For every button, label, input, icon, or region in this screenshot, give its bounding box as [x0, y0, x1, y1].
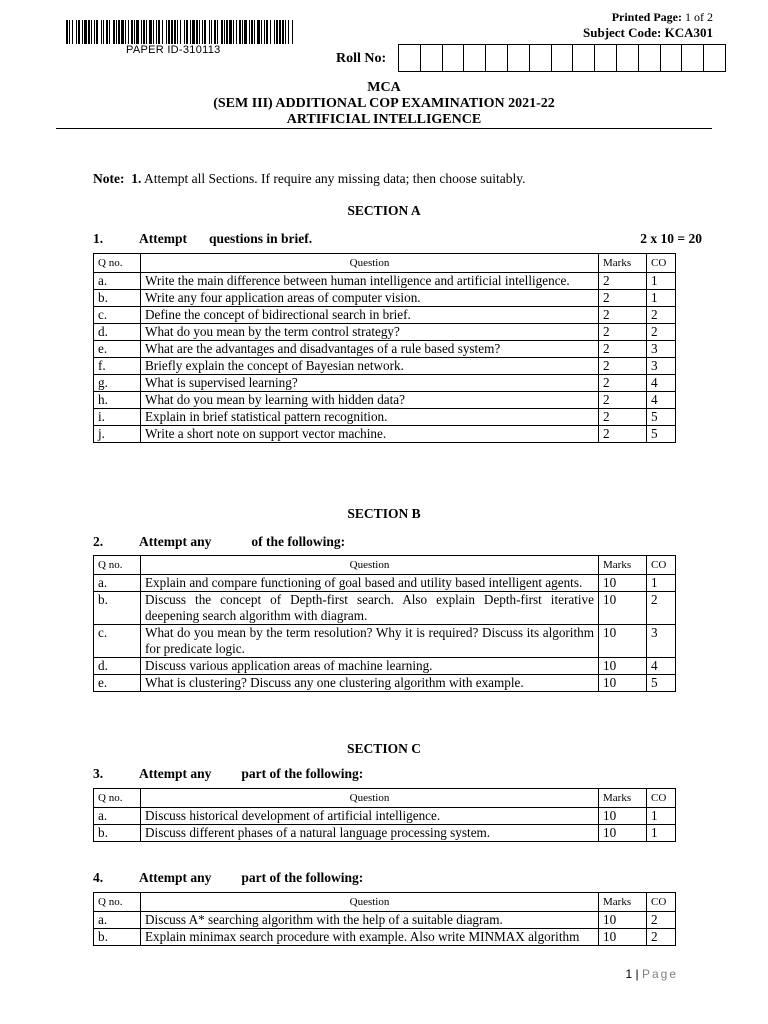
table-row: [94, 426, 676, 443]
table-row: [94, 307, 676, 324]
barcode: [66, 20, 294, 44]
question-co: 2: [647, 324, 676, 341]
roll-no-box[interactable]: [573, 45, 595, 71]
col-question: Question: [141, 893, 599, 912]
col-qno: Q no.: [94, 254, 141, 273]
table-row: [94, 592, 676, 625]
question-label: d.: [94, 324, 141, 341]
footer-separator: |: [635, 967, 639, 981]
question-co: 4: [647, 392, 676, 409]
question-text: Explain in brief statistical pattern recognition.: [141, 409, 599, 426]
question-4-heading: [93, 870, 363, 886]
printed-page-label: Printed Page:: [611, 10, 682, 24]
question-4-table: [93, 892, 676, 946]
question-marks: 10: [599, 675, 647, 692]
section-a-title: SECTION A: [347, 203, 421, 218]
question-label: e.: [94, 341, 141, 358]
header-divider: [56, 128, 712, 129]
question-number: 1.: [93, 231, 104, 246]
question-instruction-cont: of the following:: [251, 534, 346, 549]
col-question: Question: [141, 254, 599, 273]
question-co: 4: [647, 375, 676, 392]
table-row: [94, 675, 676, 692]
section-a-marks: 2 x 10 = 20: [640, 231, 702, 246]
roll-no-box[interactable]: [443, 45, 465, 71]
question-label: i.: [94, 409, 141, 426]
question-1-heading: [93, 231, 312, 247]
question-marks: 2: [599, 392, 647, 409]
note: [93, 171, 526, 187]
roll-no-boxes[interactable]: [398, 44, 726, 72]
question-text: Explain and compare functioning of goal based and utility based intelligent agents.: [141, 575, 599, 592]
question-co: 2: [647, 929, 676, 946]
roll-no-box[interactable]: [464, 45, 486, 71]
question-marks: 10: [599, 825, 647, 842]
question-label: b.: [94, 825, 141, 842]
question-co: 4: [647, 658, 676, 675]
question-label: f.: [94, 358, 141, 375]
question-label: c.: [94, 625, 141, 658]
col-question: Question: [141, 556, 599, 575]
table-row: [94, 575, 676, 592]
exam-title: (SEM III) ADDITIONAL COP EXAMINATION 2021-22: [213, 96, 555, 111]
question-marks: 10: [599, 658, 647, 675]
question-label: b.: [94, 929, 141, 946]
roll-no-box[interactable]: [661, 45, 683, 71]
question-label: j.: [94, 426, 141, 443]
roll-no-box[interactable]: [704, 45, 725, 71]
question-label: d.: [94, 658, 141, 675]
question-instruction: Attempt: [139, 231, 187, 246]
table-row: [94, 825, 676, 842]
question-text: What do you mean by the term control strategy?: [141, 324, 599, 341]
roll-no-box[interactable]: [421, 45, 443, 71]
note-text: Attempt all Sections. If require any missing data; then choose suitably.: [141, 171, 526, 186]
question-text: Write any four application areas of computer vision.: [141, 290, 599, 307]
question-text: What is clustering? Discuss any one clustering algorithm with example.: [141, 675, 599, 692]
page-word: Page: [641, 967, 678, 981]
col-qno: Q no.: [94, 893, 141, 912]
question-marks: 10: [599, 575, 647, 592]
table-row: [94, 358, 676, 375]
question-marks: 10: [599, 929, 647, 946]
question-label: g.: [94, 375, 141, 392]
question-co: 2: [647, 307, 676, 324]
roll-no-box[interactable]: [682, 45, 704, 71]
question-marks: 10: [599, 625, 647, 658]
roll-no-box[interactable]: [617, 45, 639, 71]
question-marks: 10: [599, 808, 647, 825]
question-marks: 2: [599, 324, 647, 341]
table-row: [94, 658, 676, 675]
printed-page: [612, 9, 713, 25]
question-text: Discuss historical development of artificial intelligence.: [141, 808, 599, 825]
question-text: Discuss A* searching algorithm with the help of a suitable diagram.: [141, 912, 599, 929]
question-marks: 2: [599, 409, 647, 426]
table-row: [94, 409, 676, 426]
roll-no-box[interactable]: [552, 45, 574, 71]
course-title: MCA: [367, 80, 401, 95]
table-row: [94, 273, 676, 290]
table-row: [94, 392, 676, 409]
question-label: c.: [94, 307, 141, 324]
roll-no-box[interactable]: [508, 45, 530, 71]
question-co: 5: [647, 675, 676, 692]
question-instruction-cont: part of the following:: [241, 766, 364, 781]
question-marks: 2: [599, 341, 647, 358]
question-number: 4.: [93, 870, 104, 885]
question-marks: 10: [599, 912, 647, 929]
question-label: a.: [94, 912, 141, 929]
question-text: What is supervised learning?: [141, 375, 599, 392]
question-co: 3: [647, 341, 676, 358]
table-row: [94, 625, 676, 658]
question-co: 1: [647, 808, 676, 825]
page-footer: [625, 967, 678, 981]
question-co: 1: [647, 575, 676, 592]
table-row: [94, 929, 676, 946]
question-text: Discuss different phases of a natural language processing system.: [141, 825, 599, 842]
question-text: Define the concept of bidirectional search in brief.: [141, 307, 599, 324]
question-co: 3: [647, 358, 676, 375]
section-c-title: SECTION C: [347, 741, 421, 756]
note-number: 1.: [131, 171, 142, 186]
question-number: 2.: [93, 534, 104, 549]
question-text: What do you mean by learning with hidden data?: [141, 392, 599, 409]
question-co: 2: [647, 912, 676, 929]
question-label: b.: [94, 290, 141, 307]
roll-no-label: Roll No:: [336, 51, 387, 66]
question-co: 1: [647, 290, 676, 307]
page-number: 1: [625, 967, 633, 981]
col-question: Question: [141, 789, 599, 808]
question-label: a.: [94, 808, 141, 825]
question-text: Write the main difference between human intelligence and artificial intelligence.: [141, 273, 599, 290]
col-marks: Marks: [599, 556, 647, 575]
question-label: h.: [94, 392, 141, 409]
question-label: e.: [94, 675, 141, 692]
section-a-table: [93, 253, 676, 443]
note-label: Note:: [93, 171, 125, 186]
table-row: [94, 375, 676, 392]
table-row: [94, 912, 676, 929]
subject-code: Subject Code: KCA301: [583, 25, 713, 40]
question-co: 1: [647, 825, 676, 842]
section-b-title: SECTION B: [347, 506, 421, 521]
question-marks: 2: [599, 290, 647, 307]
question-instruction-cont: questions in brief.: [208, 231, 313, 246]
question-text: Discuss the concept of Depth-first search. Also explain Depth-first iterative deepening search algorithm with diagram.: [141, 592, 599, 625]
question-text: What are the advantages and disadvantages of a rule based system?: [141, 341, 599, 358]
question-label: a.: [94, 575, 141, 592]
question-marks: 2: [599, 358, 647, 375]
question-instruction-cont: part of the following:: [241, 870, 364, 885]
printed-page-value: 1 of 2: [685, 10, 713, 24]
question-marks: 2: [599, 375, 647, 392]
question-3-table: [93, 788, 676, 842]
question-2-heading: [93, 534, 345, 550]
roll-no-box[interactable]: [595, 45, 617, 71]
col-qno: Q no.: [94, 556, 141, 575]
question-text: What do you mean by the term resolution? Why it is required? Discuss its algorithm for predicate logic.: [141, 625, 599, 658]
question-marks: 2: [599, 307, 647, 324]
question-text: Write a short note on support vector machine.: [141, 426, 599, 443]
question-co: 5: [647, 409, 676, 426]
col-qno: Q no.: [94, 789, 141, 808]
question-co: 5: [647, 426, 676, 443]
question-text: Briefly explain the concept of Bayesian network.: [141, 358, 599, 375]
col-co: CO: [647, 789, 676, 808]
question-marks: 10: [599, 592, 647, 625]
section-b-table: [93, 555, 676, 692]
question-text: Discuss various application areas of machine learning.: [141, 658, 599, 675]
question-label: b.: [94, 592, 141, 625]
question-instruction: Attempt any: [139, 766, 212, 781]
col-co: CO: [647, 254, 676, 273]
col-marks: Marks: [599, 893, 647, 912]
roll-no-box[interactable]: [486, 45, 508, 71]
question-number: 3.: [93, 766, 104, 781]
paper-id: PAPER ID-310113: [126, 44, 221, 56]
question-3-heading: [93, 766, 363, 782]
col-co: CO: [647, 893, 676, 912]
col-marks: Marks: [599, 789, 647, 808]
roll-no-box[interactable]: [399, 45, 421, 71]
roll-no-box[interactable]: [530, 45, 552, 71]
col-marks: Marks: [599, 254, 647, 273]
roll-no-box[interactable]: [639, 45, 661, 71]
table-row: [94, 808, 676, 825]
question-instruction: Attempt any: [139, 534, 212, 549]
question-marks: 2: [599, 273, 647, 290]
question-co: 2: [647, 592, 676, 625]
col-co: CO: [647, 556, 676, 575]
table-row: [94, 290, 676, 307]
table-row: [94, 341, 676, 358]
question-text: Explain minimax search procedure with example. Also write MINMAX algorithm: [141, 929, 599, 946]
question-co: 3: [647, 625, 676, 658]
question-instruction: Attempt any: [139, 870, 212, 885]
question-label: a.: [94, 273, 141, 290]
question-marks: 2: [599, 426, 647, 443]
subject-title: ARTIFICIAL INTELLIGENCE: [286, 112, 482, 127]
question-co: 1: [647, 273, 676, 290]
table-row: [94, 324, 676, 341]
